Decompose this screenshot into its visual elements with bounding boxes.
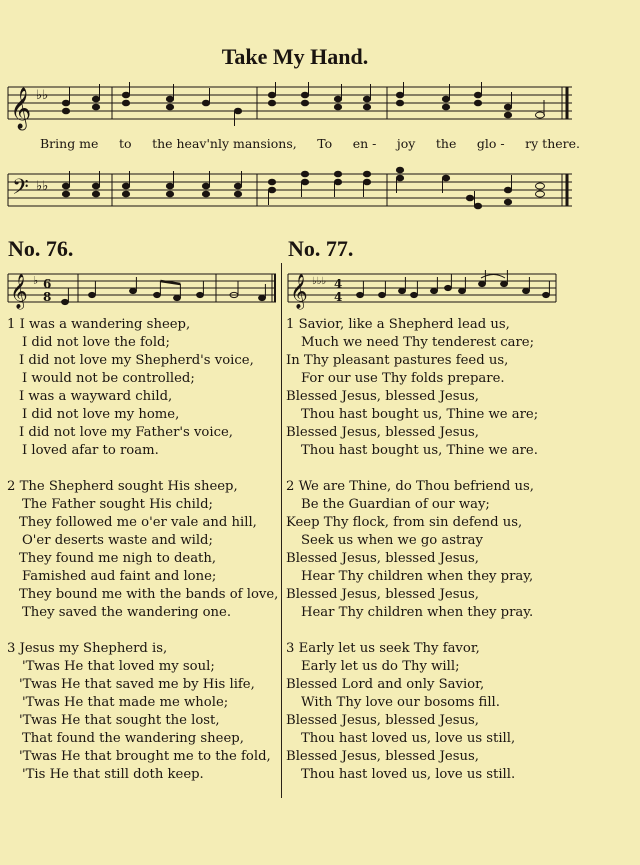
time-signature-icon: 8	[43, 290, 52, 304]
verse-line: Thou hast loved us, love us still.	[301, 767, 516, 782]
verse-line: 1 Savior, like a Shepherd lead us,	[286, 317, 510, 332]
lyric-word: To	[317, 136, 333, 151]
lyric-word: the heav'nly mansions,	[152, 136, 297, 151]
verse-line: Blessed Lord and only Savior,	[286, 677, 485, 692]
verse-line: 2 The Shepherd sought His sheep,	[7, 479, 238, 494]
verse-line: That found the wandering sheep,	[22, 731, 244, 746]
hymn-number-76: No. 76.	[8, 236, 74, 261]
treble-staff	[0, 82, 640, 132]
verse-line: 'Tis He that still doth keep.	[22, 767, 204, 782]
stanza	[7, 316, 278, 460]
verse-line: They followed me o'er vale and hill,	[19, 515, 257, 530]
verse-line: Keep Thy flock, from sin defend us,	[286, 515, 523, 530]
hymn-77-stanzas	[286, 316, 538, 802]
lyric-word: joy	[396, 136, 416, 151]
verse-line: I would not be controlled;	[22, 371, 195, 386]
verse-line: 2 We are Thine, do Thou befriend us,	[286, 479, 534, 494]
staff-76	[0, 268, 282, 310]
verse-line: I was a wayward child,	[19, 389, 173, 404]
verse-line: 3 Early let us seek Thy favor,	[286, 641, 480, 656]
verse-line: Blessed Jesus, blessed Jesus,	[286, 713, 479, 728]
treble-clef-icon: 𝄞	[10, 274, 28, 309]
verse-line: They bound me with the bands of love,	[19, 587, 279, 602]
verse-line: With Thy love our bosoms fill.	[301, 695, 500, 710]
verse-line: I did not love the fold;	[22, 335, 170, 350]
verse-line: Early let us do Thy will;	[301, 659, 460, 674]
stanza	[286, 316, 538, 460]
verse-line: Famished aud faint and lone;	[22, 569, 217, 584]
key-signature-icon: ♭	[33, 274, 39, 287]
verse-line: 'Twas He that loved my soul;	[22, 659, 215, 674]
verse-line: 'Twas He that sought the lost,	[19, 713, 220, 728]
time-signature-icon: 6	[43, 277, 52, 291]
bass-staff	[0, 160, 640, 215]
verse-line: I did not love my home,	[22, 407, 180, 422]
column-divider	[281, 263, 282, 798]
verse-line: 'Twas He that made me whole;	[22, 695, 229, 710]
hymn-76-stanzas	[7, 316, 278, 802]
verse-line: I did not love my Father's voice,	[19, 425, 233, 440]
lyric-line	[40, 136, 580, 151]
verse-line: The Father sought His child;	[22, 497, 213, 512]
key-signature-icon: ♭♭	[36, 88, 49, 103]
verse-line: Blessed Jesus, blessed Jesus,	[286, 425, 479, 440]
verse-line: 'Twas He that brought me to the fold,	[19, 749, 271, 764]
verse-line: 'Twas He that saved me by His life,	[19, 677, 255, 692]
lyric-word: the	[435, 136, 457, 151]
verse-line: They found me nigh to death,	[19, 551, 217, 566]
verse-line: They saved the wandering one.	[22, 605, 232, 620]
lyric-word: glo -	[476, 136, 505, 151]
verse-line: Thou hast bought us, Thine we are.	[301, 443, 538, 458]
verse-line: Blessed Jesus, blessed Jesus,	[286, 389, 479, 404]
treble-clef-icon: 𝄞	[10, 88, 32, 129]
verse-line: Blessed Jesus, blessed Jesus,	[286, 749, 479, 764]
lyric-word: Bring me	[40, 136, 99, 151]
verse-line: In Thy pleasant pastures feed us,	[286, 353, 509, 368]
verse-line: Hear Thy children when they pray,	[301, 569, 534, 584]
stanza	[286, 478, 538, 622]
verse-line: Hear Thy children when they pray.	[301, 605, 534, 620]
verse-line: Be the Guardian of our way;	[301, 497, 490, 512]
verse-line: Thou hast loved us, love us still,	[301, 731, 516, 746]
lyric-word: en -	[352, 136, 377, 151]
verse-line: I did not love my Shepherd's voice,	[19, 353, 254, 368]
verse-line: Much we need Thy tenderest care;	[301, 335, 535, 350]
time-signature-icon: 4	[334, 277, 343, 291]
treble-clef-icon: 𝄞	[290, 274, 308, 309]
stanza	[7, 478, 278, 622]
hymn-number-77: No. 77.	[288, 236, 354, 261]
stanza	[286, 640, 538, 784]
verse-line: Blessed Jesus, blessed Jesus,	[286, 587, 479, 602]
hymn-title: Take My Hand.	[221, 44, 369, 69]
bass-notes	[62, 167, 544, 209]
verse-line: Blessed Jesus, blessed Jesus,	[286, 551, 479, 566]
staff-77	[284, 268, 564, 310]
verse-line: 3 Jesus my Shepherd is,	[7, 641, 168, 656]
verse-line: I loved afar to roam.	[22, 443, 159, 458]
bass-clef-icon: 𝄢	[12, 175, 29, 205]
verse-line: Seek us when we go astray	[301, 533, 483, 548]
verse-line: Thou hast bought us, Thine we are;	[301, 407, 539, 422]
lyric-word: ry there.	[525, 136, 580, 151]
key-signature-icon: ♭♭♭	[312, 276, 327, 287]
verse-line: 1 I was a wandering sheep,	[7, 317, 191, 332]
time-signature-icon: 4	[334, 290, 343, 304]
stanza	[7, 640, 278, 784]
key-signature-icon: ♭♭	[36, 179, 49, 194]
verse-line: For our use Thy folds prepare.	[301, 371, 505, 386]
verse-line: O'er deserts waste and wild;	[22, 533, 213, 548]
lyric-word: to	[118, 136, 132, 151]
